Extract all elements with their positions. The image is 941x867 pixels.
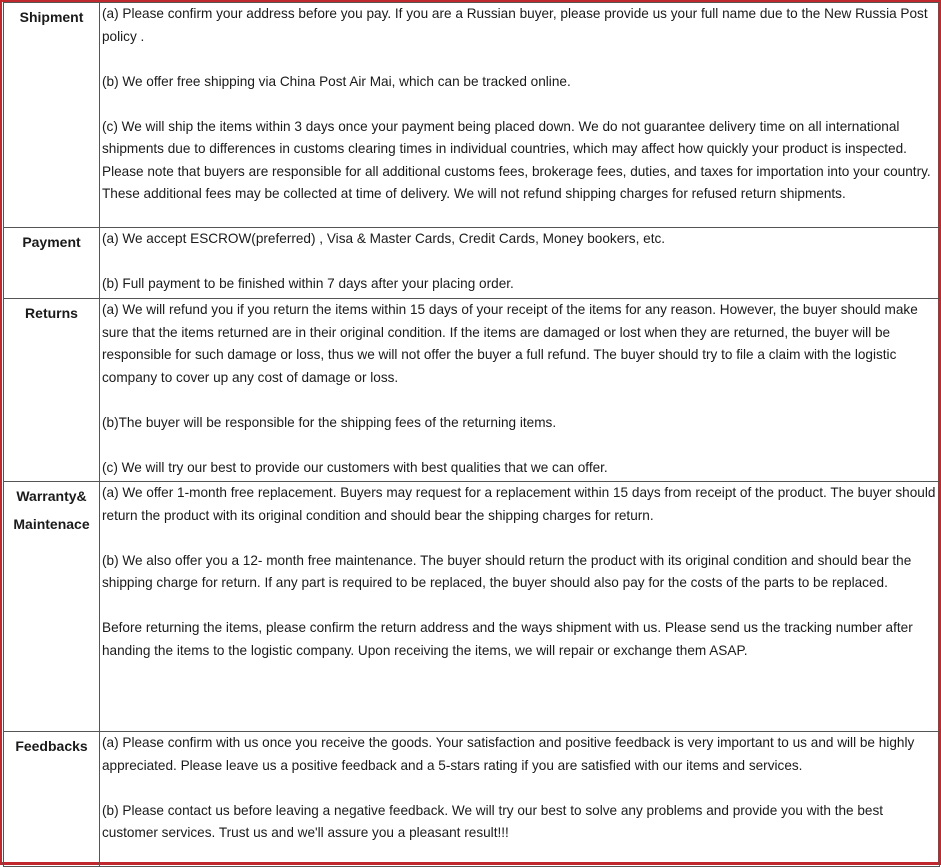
- paragraph-spacer: [102, 389, 937, 412]
- section-content-warranty: [100, 482, 940, 732]
- section-label-line: Feedbacks: [15, 738, 88, 754]
- section-content-feedbacks: [100, 732, 940, 867]
- paragraph-spacer: [102, 251, 937, 274]
- policy-paragraph: (c) We will ship the items within 3 days once your payment being placed down. We do not guarantee delivery time on all international shipments due to differences in customs clearing times in individual countries, which may affect how quickly your product is inspected. Please note that buyers are responsible for all additional customs fees, brokerage fees, duties, and taxes for importation into your country. These additional fees may be collected at time of delivery. We will not refund shipping charges for refused return shipments.: [102, 118, 931, 201]
- table-row: [4, 482, 940, 732]
- table-row: [4, 732, 940, 867]
- section-label-feedbacks: [4, 732, 100, 867]
- section-label-line: Payment: [22, 234, 81, 250]
- policy-paragraph: (a) We will refund you if you return the items within 15 days of your receipt of the items for any reason. However, the buyer should make sure that the items returned are in their original condition. If the items are damaged or lost when they are returned, the buyer will be responsible for such damage or loss, thus we will not offer the buyer a full refund. The buyer should try to file a claim with the logistic company to cover up any cost of damage or loss.: [102, 302, 918, 385]
- section-content-returns: [100, 299, 940, 482]
- paragraph-spacer: [102, 93, 937, 116]
- paragraph-spacer: [102, 777, 937, 800]
- policy-paragraph: (a) We accept ESCROW(preferred) , Visa & Master Cards, Credit Cards, Money bookers, etc.: [102, 231, 666, 246]
- table-row: [4, 299, 940, 482]
- section-label-warranty: [4, 482, 100, 732]
- policy-paragraph: (b) Please contact us before leaving a negative feedback. We will try our best to solve any problems and provide you with the best customer services. Trust us and we'll assure you a pleasant result!!!: [102, 802, 884, 840]
- policy-paragraph: (b) We also offer you a 12- month free maintenance. The buyer should return the product with its original condition and should bear the shipping charge for return. If any part is required to be replaced, the buyer should also pay for the costs of the parts to be replaced.: [102, 552, 912, 590]
- paragraph-spacer: [102, 527, 937, 550]
- section-content-payment: [100, 228, 940, 299]
- policy-paragraph: Before returning the items, please confirm the return address and the ways shipment with us. Please send us the tracking number after handing the items to the logistic company. Upon receiving the items, we will repair or exchange them ASAP.: [102, 620, 913, 658]
- paragraph-spacer: [102, 595, 937, 618]
- policy-paragraph: (a) Please confirm your address before you pay. If you are a Russian buyer, please provide us your full name due to the New Russia Post policy .: [102, 6, 928, 44]
- section-label-shipment: [4, 3, 100, 228]
- policy-paragraph: (c) We will try our best to provide our customers with best qualities that we can offer.: [102, 459, 608, 475]
- section-label-line: Maintenace: [13, 516, 90, 532]
- section-label-line: Warranty&: [16, 488, 87, 504]
- table-row: [4, 228, 940, 299]
- policy-paragraph: (a) Please confirm with us once you receive the goods. Your satisfaction and positive feedback is very important to us and will be highly appreciated. Please leave us a positive feedback and a 5-stars rating if you are satisfied with our items and services.: [102, 735, 915, 773]
- policy-paragraph: (b) We offer free shipping via China Post Air Mai, which can be tracked online.: [102, 73, 571, 89]
- section-label-line: Shipment: [19, 9, 84, 25]
- section-content-shipment: [100, 3, 940, 228]
- paragraph-spacer: [102, 434, 937, 457]
- policy-paragraph: (b) Full payment to be finished within 7 days after your placing order.: [102, 276, 514, 291]
- section-label-returns: [4, 299, 100, 482]
- table-row: [4, 3, 940, 228]
- paragraph-spacer: [102, 48, 937, 71]
- policy-table: [3, 2, 940, 867]
- section-label-payment: [4, 228, 100, 299]
- policy-paragraph: (b)The buyer will be responsible for the shipping fees of the returning items.: [102, 414, 557, 430]
- section-label-line: Returns: [25, 305, 78, 321]
- policy-paragraph: (a) We offer 1-month free replacement. Buyers may request for a replacement within 15 days from receipt of the product. The buyer should return the product with its original condition and should bear the shipping charges for return.: [102, 485, 936, 523]
